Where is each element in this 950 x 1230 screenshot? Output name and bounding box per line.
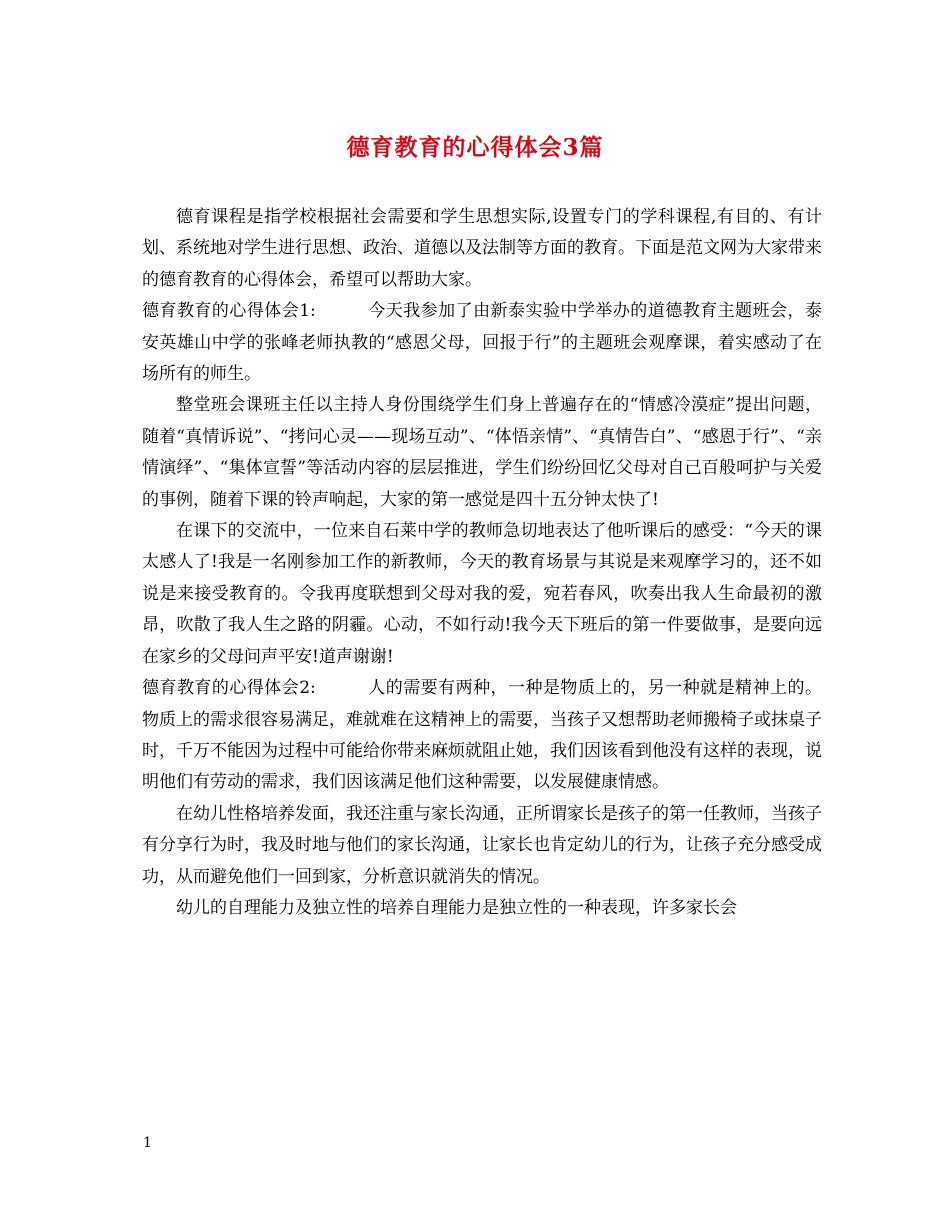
paragraph-1 <box>142 202 822 296</box>
paragraph-4-text: 在课下的交流中，一位来自石莱中学的教师急切地表达了他听课后的感受：“今天的课太感人了!我是一名刚参加工作的新教师，今天的教育场景与其说是来观摩学习的，还不如说是来接受教育的。令我再度联想到父母对我的爱，宛若春风，吹奏出我人生命最初的激昂，吹散了我人生之路的阴霾。心动，不如行动!我今天下班后的第一件要做事，是要向远在家乡的父母问声平安!道声谢谢! <box>142 521 822 667</box>
paragraph-7-text: 幼儿的自理能力及独立性的培养自理能力是独立性的一种表现，许多家长会 <box>176 897 737 918</box>
page-number: 1 <box>143 1135 152 1151</box>
paragraph-2 <box>142 296 822 390</box>
paragraph-2-text: 今天我参加了由新泰实验中学举办的道德教育主题班会，泰安英雄山中学的张峰老师执教的“感恩父母，回报于行”的主题班会观摩课，着实感动了在场所有的师生。 <box>142 301 823 385</box>
paragraph-6 <box>142 799 822 893</box>
section-heading-1: 德育教育的心得体会1: <box>142 301 316 322</box>
paragraph-1-text: 德育课程是指学校根据社会需要和学生思想实际,设置专门的学科课程,有目的、有计划、系统地对学生进行思想、政治、道德以及法制等方面的教育。下面是范文网为大家带来的德育教育的心得体会，希望可以帮助大家。 <box>142 207 822 290</box>
paragraph-5-text: 人的需要有两种，一种是物质上的，另一种就是精神上的。物质上的需求很容易满足，难就难在这精神上的需要，当孩子又想帮助老师搬椅子或抹桌子时，千万不能因为过程中可能给你带来麻烦就阻止她，我们因该看到他没有这样的表现，说明他们有劳动的需求，我们因该满足他们这种需要，以发展健康情感。 <box>142 678 823 793</box>
paragraph-3-text: 整堂班会课班主任以主持人身份围绕学生们身上普遍存在的“情感冷漠症”提出问题，随着“真情诉说”、“拷问心灵——现场互动”、“体悟亲情”、“真情告白”、“感恩于行”、“亲情演绎”、“集体宣誓”等活动内容的层层推进，学生们纷纷回忆父母对自己百般呵护与关爱的事例，随着下课的铃声响起，大家的第一感觉是四十五分钟太快了! <box>142 395 822 510</box>
document-body <box>142 202 822 924</box>
paragraph-3 <box>142 390 822 516</box>
document-title: 德育教育的心得体会3篇 <box>346 134 604 161</box>
paragraph-6-text: 在幼儿性格培养发面，我还注重与家长沟通，正所谓家长是孩子的第一任教师，当孩子有分享行为时，我及时地与他们的家长沟通，让家长也肯定幼儿的行为，让孩子充分感受成功，从而避免他们一回到家，分析意识就消失的情况。 <box>142 803 822 887</box>
paragraph-7 <box>142 893 822 924</box>
paragraph-4 <box>142 516 822 673</box>
section-heading-2: 德育教育的心得体会2: <box>142 678 316 699</box>
paragraph-5 <box>142 673 822 799</box>
